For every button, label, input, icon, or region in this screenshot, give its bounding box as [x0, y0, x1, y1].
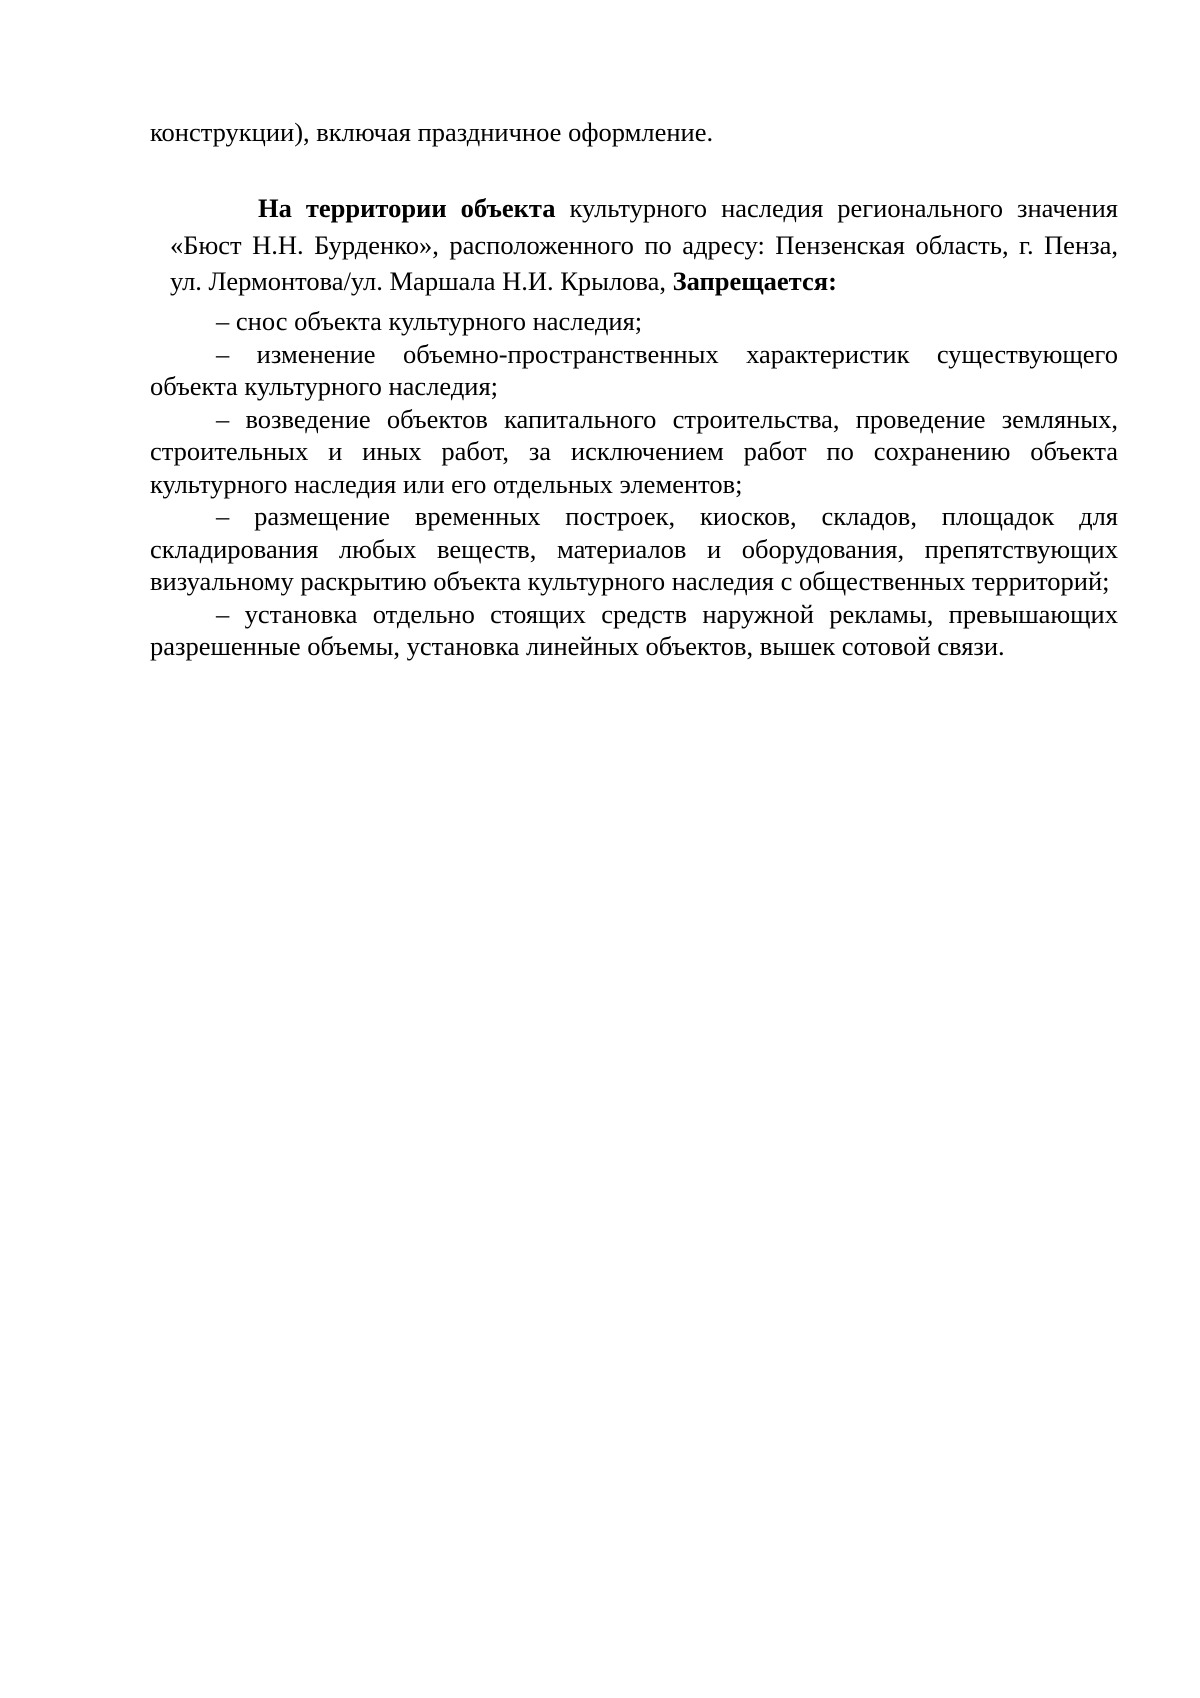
list-item-text: установка отдельно стоящих средств наружной рекламы, превышающих разрешенные объемы, установка линейных объектов, вышек сотовой связи.	[150, 598, 1118, 661]
territory-bold-prefix: На территории объекта	[258, 193, 556, 223]
dash-marker: –	[216, 598, 230, 629]
intro-line: конструкции), включая праздничное оформление.	[150, 117, 714, 147]
list-item	[150, 500, 1118, 598]
prohibitions-list	[150, 305, 1118, 663]
dash-marker: –	[216, 501, 230, 531]
territory-paragraph	[170, 190, 1118, 300]
prohibited-heading: Запрещается:	[672, 266, 837, 296]
list-item-text: возведение объектов капитального строительства, проведение земляных, строительных и иных работ, за исключением работ по сохранению объекта культурного наследия или его отдельных элементов;	[150, 403, 1118, 499]
list-item-text: размещение временных построек, киосков, складов, площадок для складирования любых веществ, материалов и оборудования, препятствующих визуальному раскрытию объекта культурного наследия с общественных территорий;	[150, 501, 1118, 596]
list-item-text: изменение объемно-пространственных характеристик существующего объекта культурного наследия;	[150, 338, 1118, 401]
dash-marker: –	[216, 338, 230, 369]
territory-text: культурного наследия регионального значения «Бюст Н.Н. Бурденко», расположенного по адресу: Пензенская область, г. Пенза, ул. Лермонтова/ул. Маршала Н.И. Крылова,	[170, 193, 1118, 296]
list-item	[150, 403, 1118, 501]
list-item-text: снос объекта культурного наследия;	[229, 306, 643, 336]
list-item	[150, 598, 1118, 663]
dash-marker: –	[216, 403, 230, 434]
list-item	[150, 305, 1118, 338]
list-item	[150, 338, 1118, 403]
dash-marker: –	[216, 306, 230, 336]
